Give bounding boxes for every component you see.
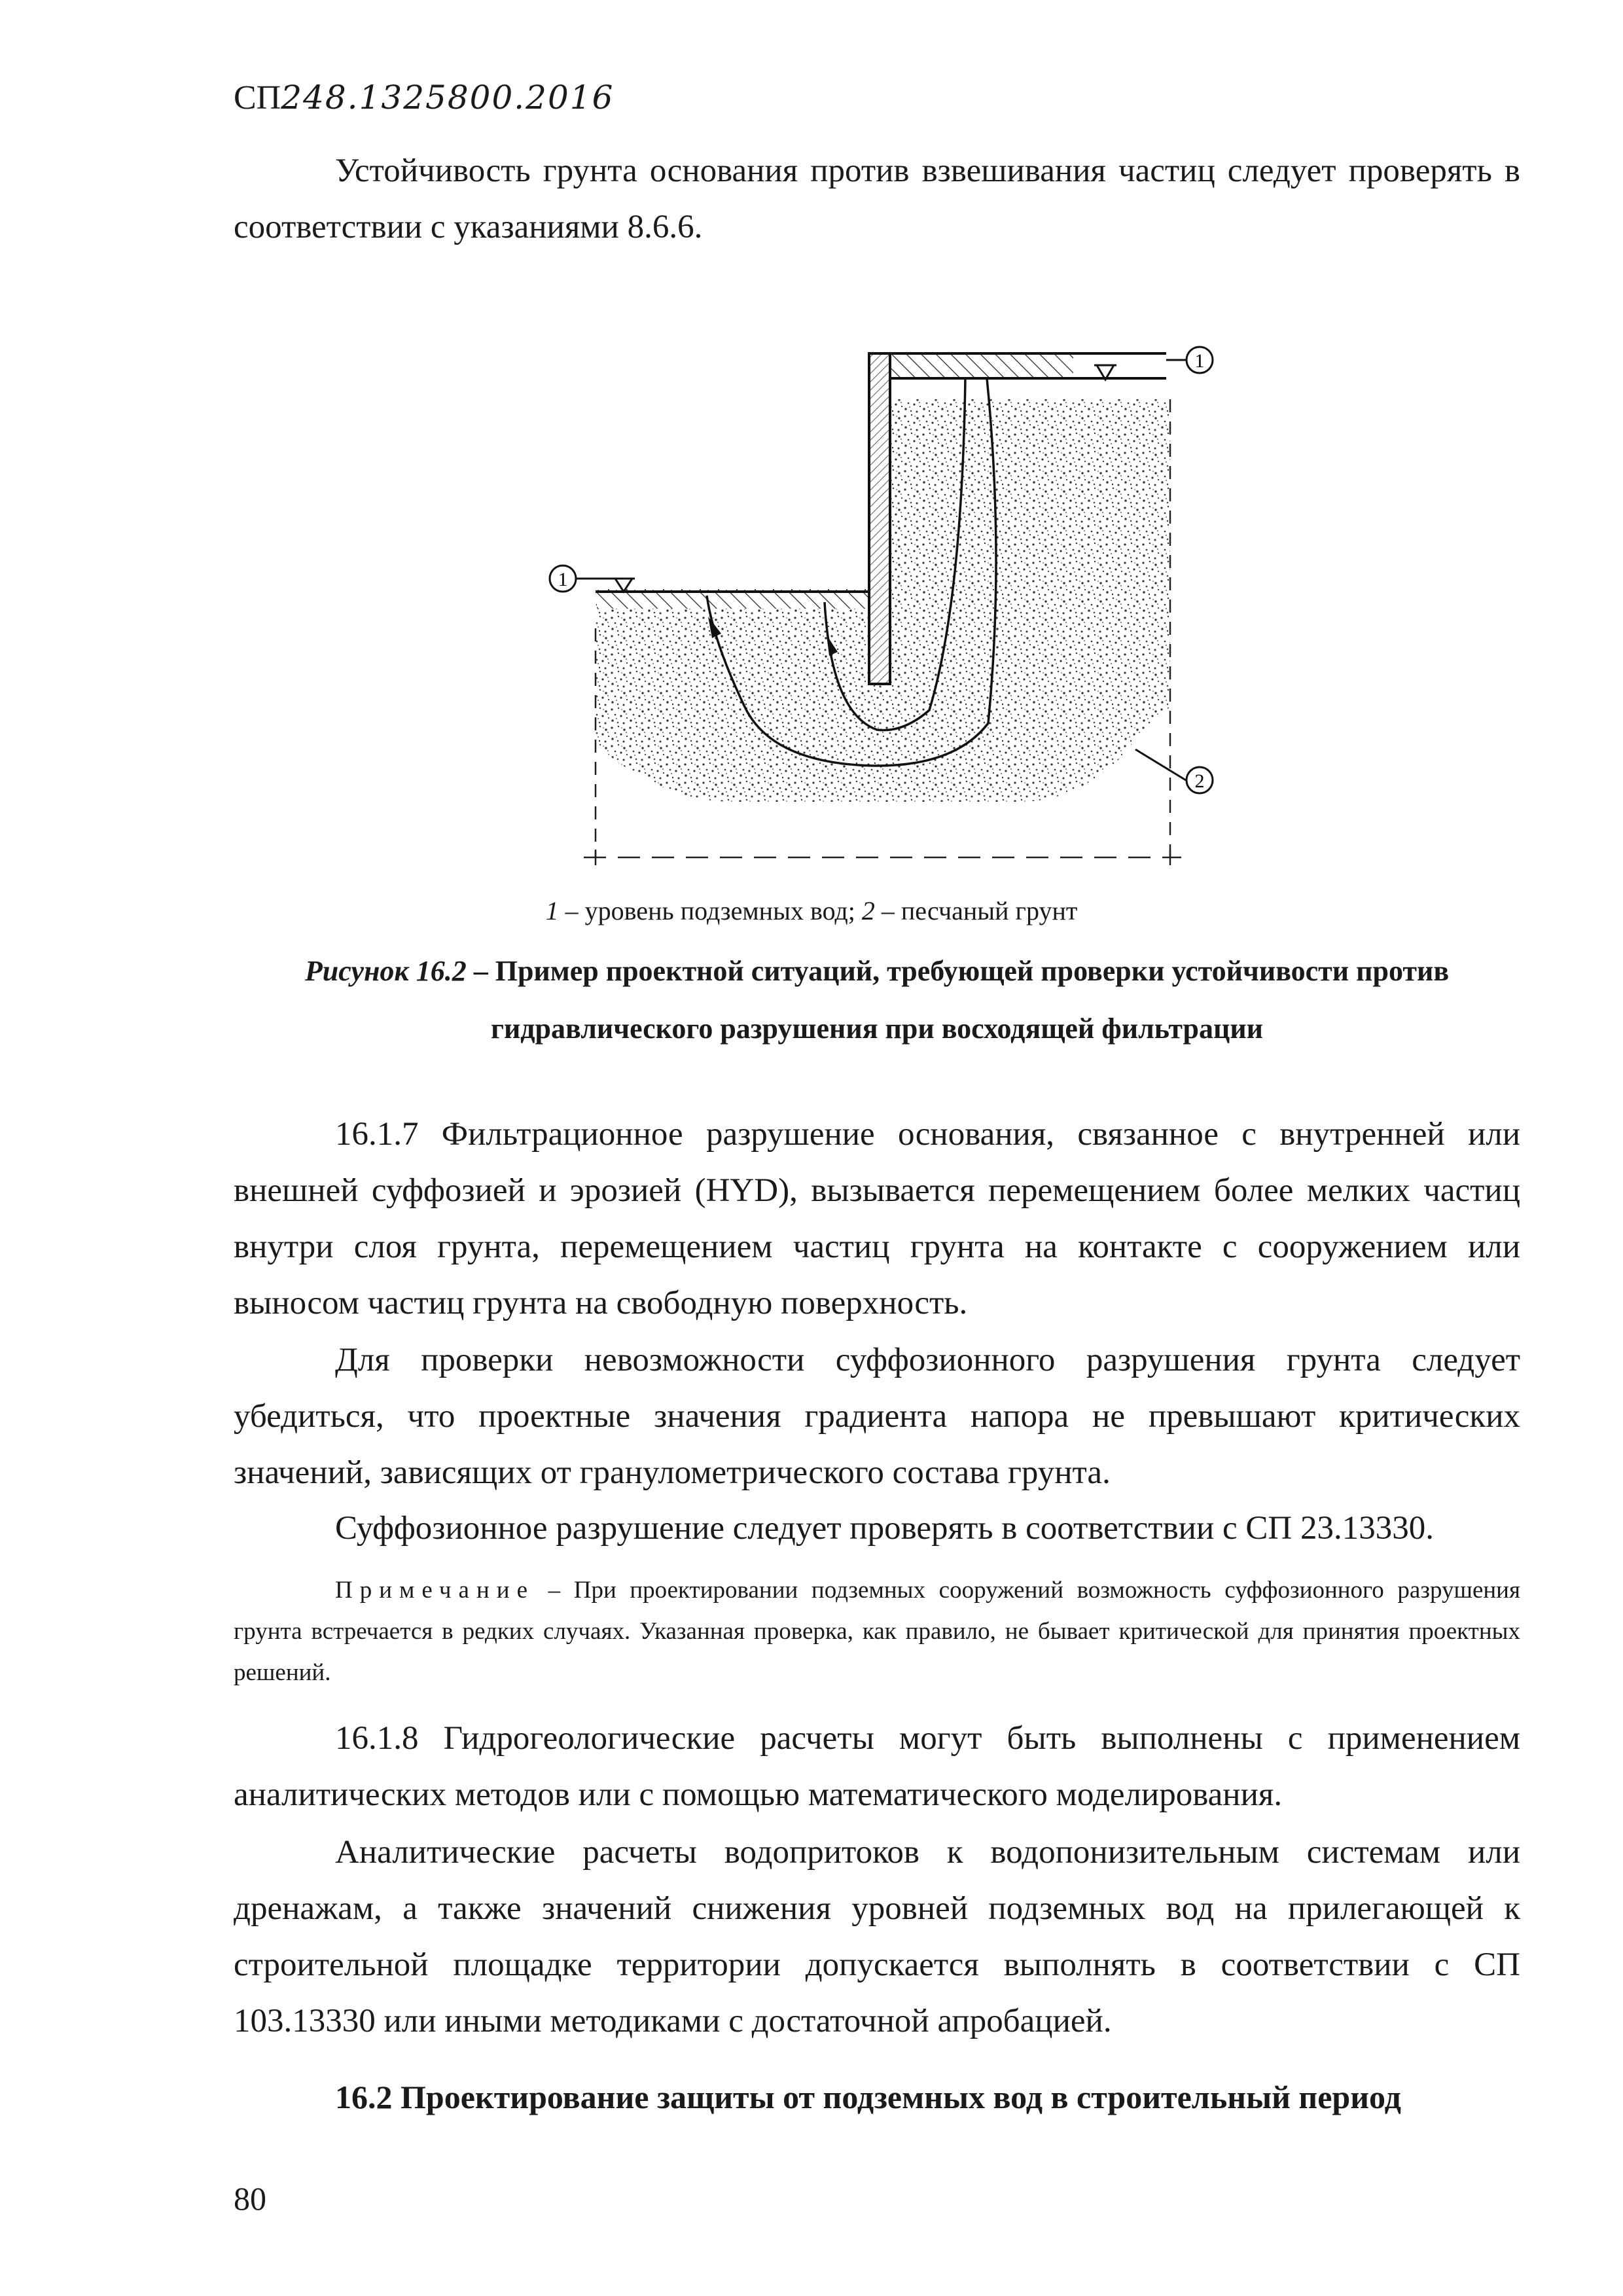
surface-hatch-right — [890, 355, 1073, 377]
intro-paragraph: Устойчивость грунта основания против взвешивания частиц следует проверять в соответствии с указаниями 8.6.6. — [234, 152, 1520, 245]
note-label: Примечание — [335, 1577, 535, 1604]
paragraph-16-1-7: 16.1.7 Фильтрационное разрушение основания, связанное с внутренней или внешней суффозией и эрозией (HYD), вызывается перемещением более мелких частиц внутри слоя грунта, перемещением частиц грунта на контакте с сооружением или выносом частиц грунта на свободную поверхность. — [234, 1116, 1520, 1321]
caption-text: – Пример проектной ситуаций, требующей проверки устойчивости против гидравлического разрушения при восходящей фильтрации — [466, 955, 1450, 1045]
legend-num-1: 1 — [545, 896, 559, 925]
figure-diagram — [537, 340, 1243, 877]
marker-1-left: 1 — [558, 569, 568, 590]
section-heading: 16.2 Проектирование защиты от подземных вод в строительный период — [335, 2079, 1401, 2115]
document-code — [234, 79, 614, 117]
marker-1-right: 1 — [1194, 350, 1205, 372]
marker-2: 2 — [1194, 770, 1205, 792]
figure-legend — [0, 895, 1623, 926]
paragraph-analytical: Аналитические расчеты водопритоков к водопонизительным системам или дренажам, а также значений снижения уровней подземных вод на прилегающей к строительной площадке территории допускается выполнять в соответствии с СП 103.13330 или иными методиками с достаточной апробацией. — [234, 1834, 1520, 2039]
code-handwritten: 248.1325800.2016 — [281, 79, 615, 117]
note-block — [234, 1570, 1520, 1693]
page-number: 80 — [234, 2180, 266, 2217]
legend-text-2: – песчаный грунт — [874, 896, 1078, 925]
paragraph-suffusion-ref: Суффозионное разрушение следует проверять в соответствии с СП 23.13330. — [335, 1510, 1434, 1547]
legend-num-2: 2 — [861, 896, 875, 925]
legend-text-1: – уровень подземных вод; — [558, 896, 862, 925]
surface-hatch-left — [597, 592, 877, 609]
note-text: – При проектировании подземных сооружений возможность суффозионного разрушения грунта встречается в редких случаях. Указанная проверка, как правило, не бывает критической для принятия проектных решений. — [234, 1577, 1520, 1686]
retaining-wall — [869, 353, 890, 684]
paragraph-suffusion-check: Для проверки невозможности суффозионного разрушения грунта следует убедиться, что проектные значения градиента напора не превышают критических значений, зависящих от гранулометрического состава грунта. — [234, 1342, 1520, 1491]
caption-label: Рисунок 16.2 — [304, 955, 467, 987]
code-prefix: СП — [234, 79, 281, 117]
figure-caption — [234, 942, 1520, 1058]
paragraph-16-1-8: 16.1.8 Гидрогеологические расчеты могут быть выполнены с применением аналитических методов или с помощью математического моделирования. — [234, 1720, 1520, 1813]
